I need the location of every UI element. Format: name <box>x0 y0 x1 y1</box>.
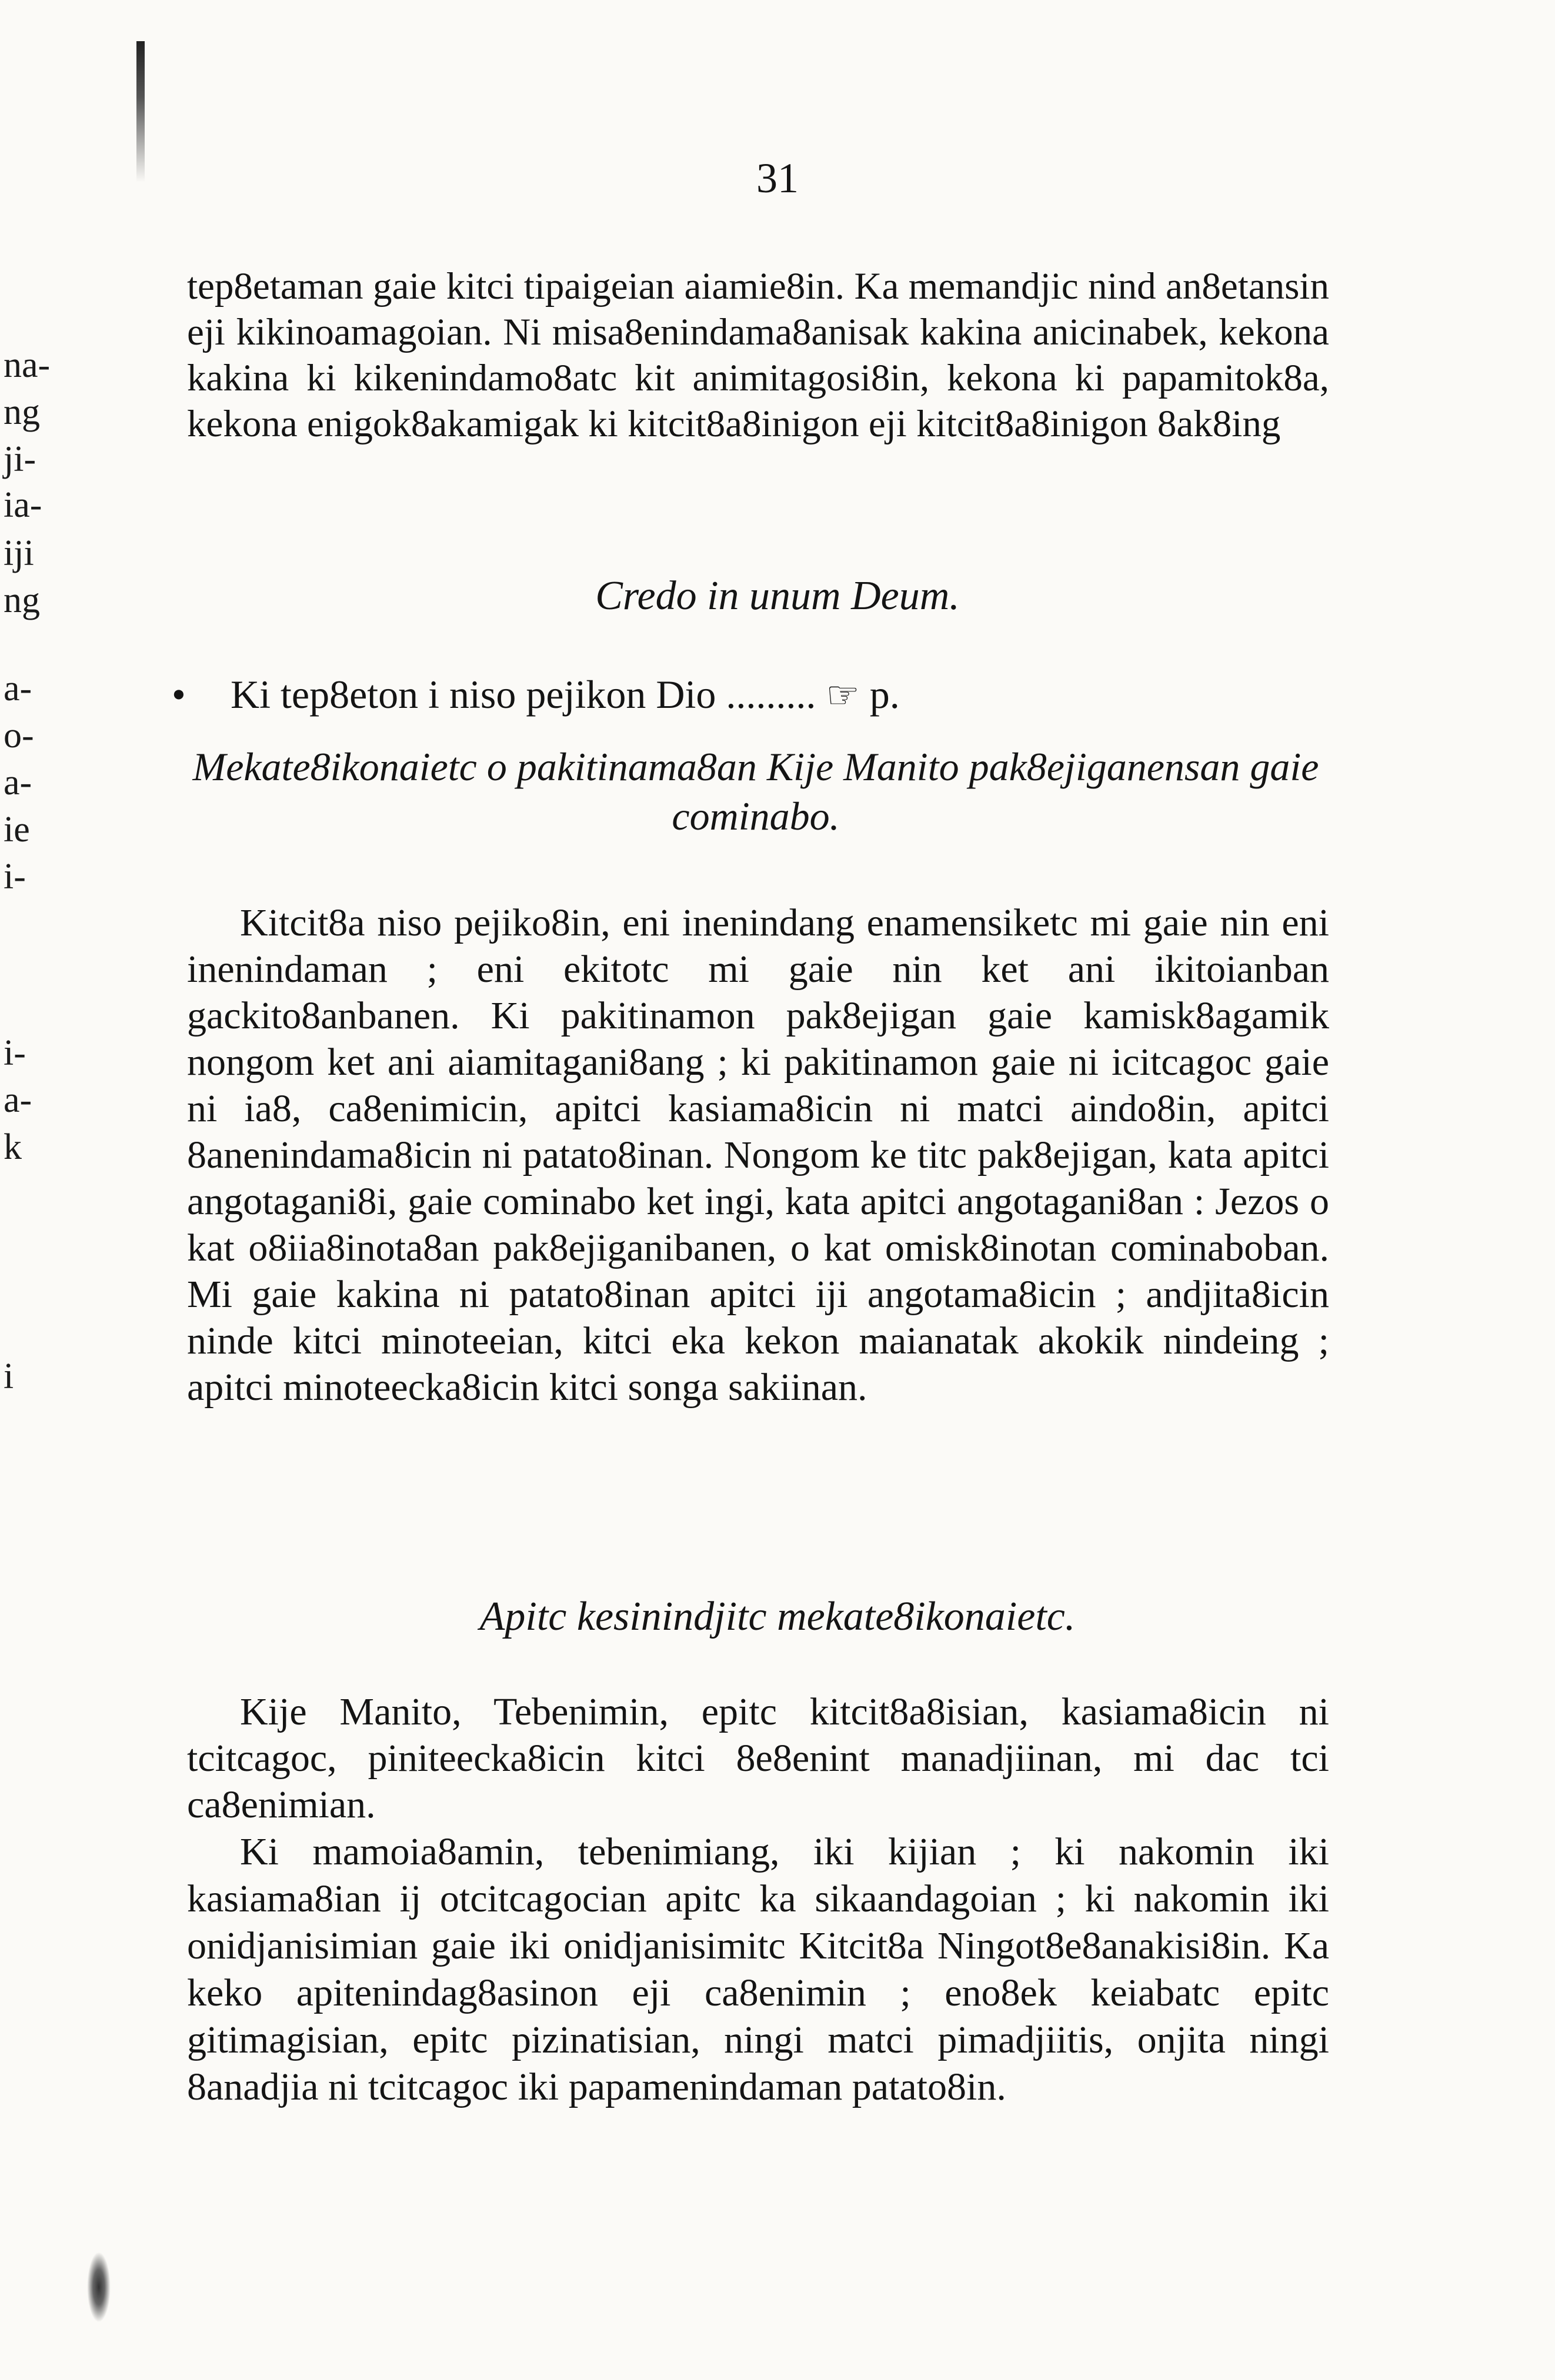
gutter-fragment: i- <box>4 857 26 897</box>
paragraph-prayer-1 <box>187 1689 1329 1828</box>
page-number: 31 <box>756 155 799 202</box>
paragraph-prayer-2 <box>187 1829 1329 2111</box>
page-ref: p. <box>869 672 900 717</box>
gutter-fragment: ia- <box>4 485 42 525</box>
gutter-fragment: ie <box>4 810 30 850</box>
gutter-fragment: a- <box>4 668 32 708</box>
section-heading-after: Apitc kesinindjitc mekate8ikonaietc. <box>479 1594 1076 1639</box>
paragraph-text: Kitcit8a niso pejiko8in, eni inenindang enamensiketc mi gaie nin eni inenindaman ; eni ekitotc mi gaie nin ket ani ikitoianban gackito8anbanen. Ki pakitinamon pak8ejigan gaie kamisk8agamik nongom ket ani aiamitagani8ang ; ki pakitinamon gaie ni icitcagoc gaie ni ia8, ca8enimicin, apitci kasiama8icin ni matci aindo8in, apitci 8anenindama8icin ni patato8inan. Nongom ke titc pak8ejigan, kata apitci angotagani8i, gaie cominabo ket ingi, kata apitci angotagani8an : Jezos o kat o8iia8inota8an pak8ejiganibanen, o kat omisk8inotan cominaboban. Mi gaie kakina ni patato8inan apitci iji angotama8icin ; andjita8icin ninde kitci minoteeian, kitci eka kekon maianatak akokik nindeing ; apitci minoteecka8icin kitci songa sakiinan. <box>187 901 1329 1409</box>
ink-blot <box>87 2252 111 2322</box>
gutter-fragment: o- <box>4 716 34 756</box>
pointing-hand-icon: ☞ <box>826 674 860 716</box>
paragraph-offertory <box>187 900 1329 1410</box>
paragraph-opening <box>187 263 1329 447</box>
gutter-fragment: ji- <box>4 439 36 479</box>
gutter-fragment: na- <box>4 345 51 385</box>
adjacent-page-margin <box>0 0 71 2380</box>
gutter-fragment: ng <box>4 580 40 620</box>
gutter-fragment: iji <box>4 533 34 573</box>
gutter-fragment: ng <box>4 392 40 432</box>
bullet-dot: • <box>172 672 186 717</box>
gutter-fragment: k <box>4 1127 22 1167</box>
gutter-fragment: a- <box>4 763 32 803</box>
paragraph-text: Ki mamoia8amin, tebenimiang, iki kijian ; ki nakomin iki kasiama8ian ij otcitcagocian apitc ka sikaandagoian ; ki nakomin iki onidjanisimian gaie iki onidjanisimitc Kitcit8a Ningot8e8anakisi8in. Ka keko apitenindag8asinon eji ca8enimin ; eno8ek keiabatc epitc gitimagisian, epitc pizinatisian, ningi matci pimadjiitis, onjita ningi 8anadjia ni tcitcagoc iki papamenindaman patato8in. <box>187 1830 1329 2108</box>
reference-text: Ki tep8eton i niso pejikon Dio ......... <box>231 672 816 717</box>
gutter-fragment: i- <box>4 1033 26 1073</box>
gutter-fragment: a- <box>4 1080 32 1120</box>
reference-line <box>172 671 1289 718</box>
paragraph-text: Kije Manito, Tebenimin, epitc kitcit8a8isian, kasiama8icin ni tcitcagoc, piniteecka8icin kitci 8e8enint manadjiinan, mi dac tci ca8enimian. <box>187 1690 1329 1826</box>
section-heading-credo: Credo in unum Deum. <box>595 573 960 619</box>
section-heading-offertory: Mekate8ikonaietc o pakitinama8an Kije Manito pak8ejiganensan gaie cominabo. <box>192 744 1319 838</box>
gutter-fragment: i <box>4 1356 14 1396</box>
paragraph-text: tep8etaman gaie kitci tipaigeian aiamie8in. Ka memandjic nind an8etansin eji kikinoamagoian. Ni misa8enindama8anisak kakina anicinabek, kekona kakina ki kikenindamo8atc kit animitagosi8in, kekona ki papamitok8a, kekona enigok8akamigak ki kitcit8a8inigon eji kitcit8a8inigon 8ak8ing <box>187 265 1329 445</box>
